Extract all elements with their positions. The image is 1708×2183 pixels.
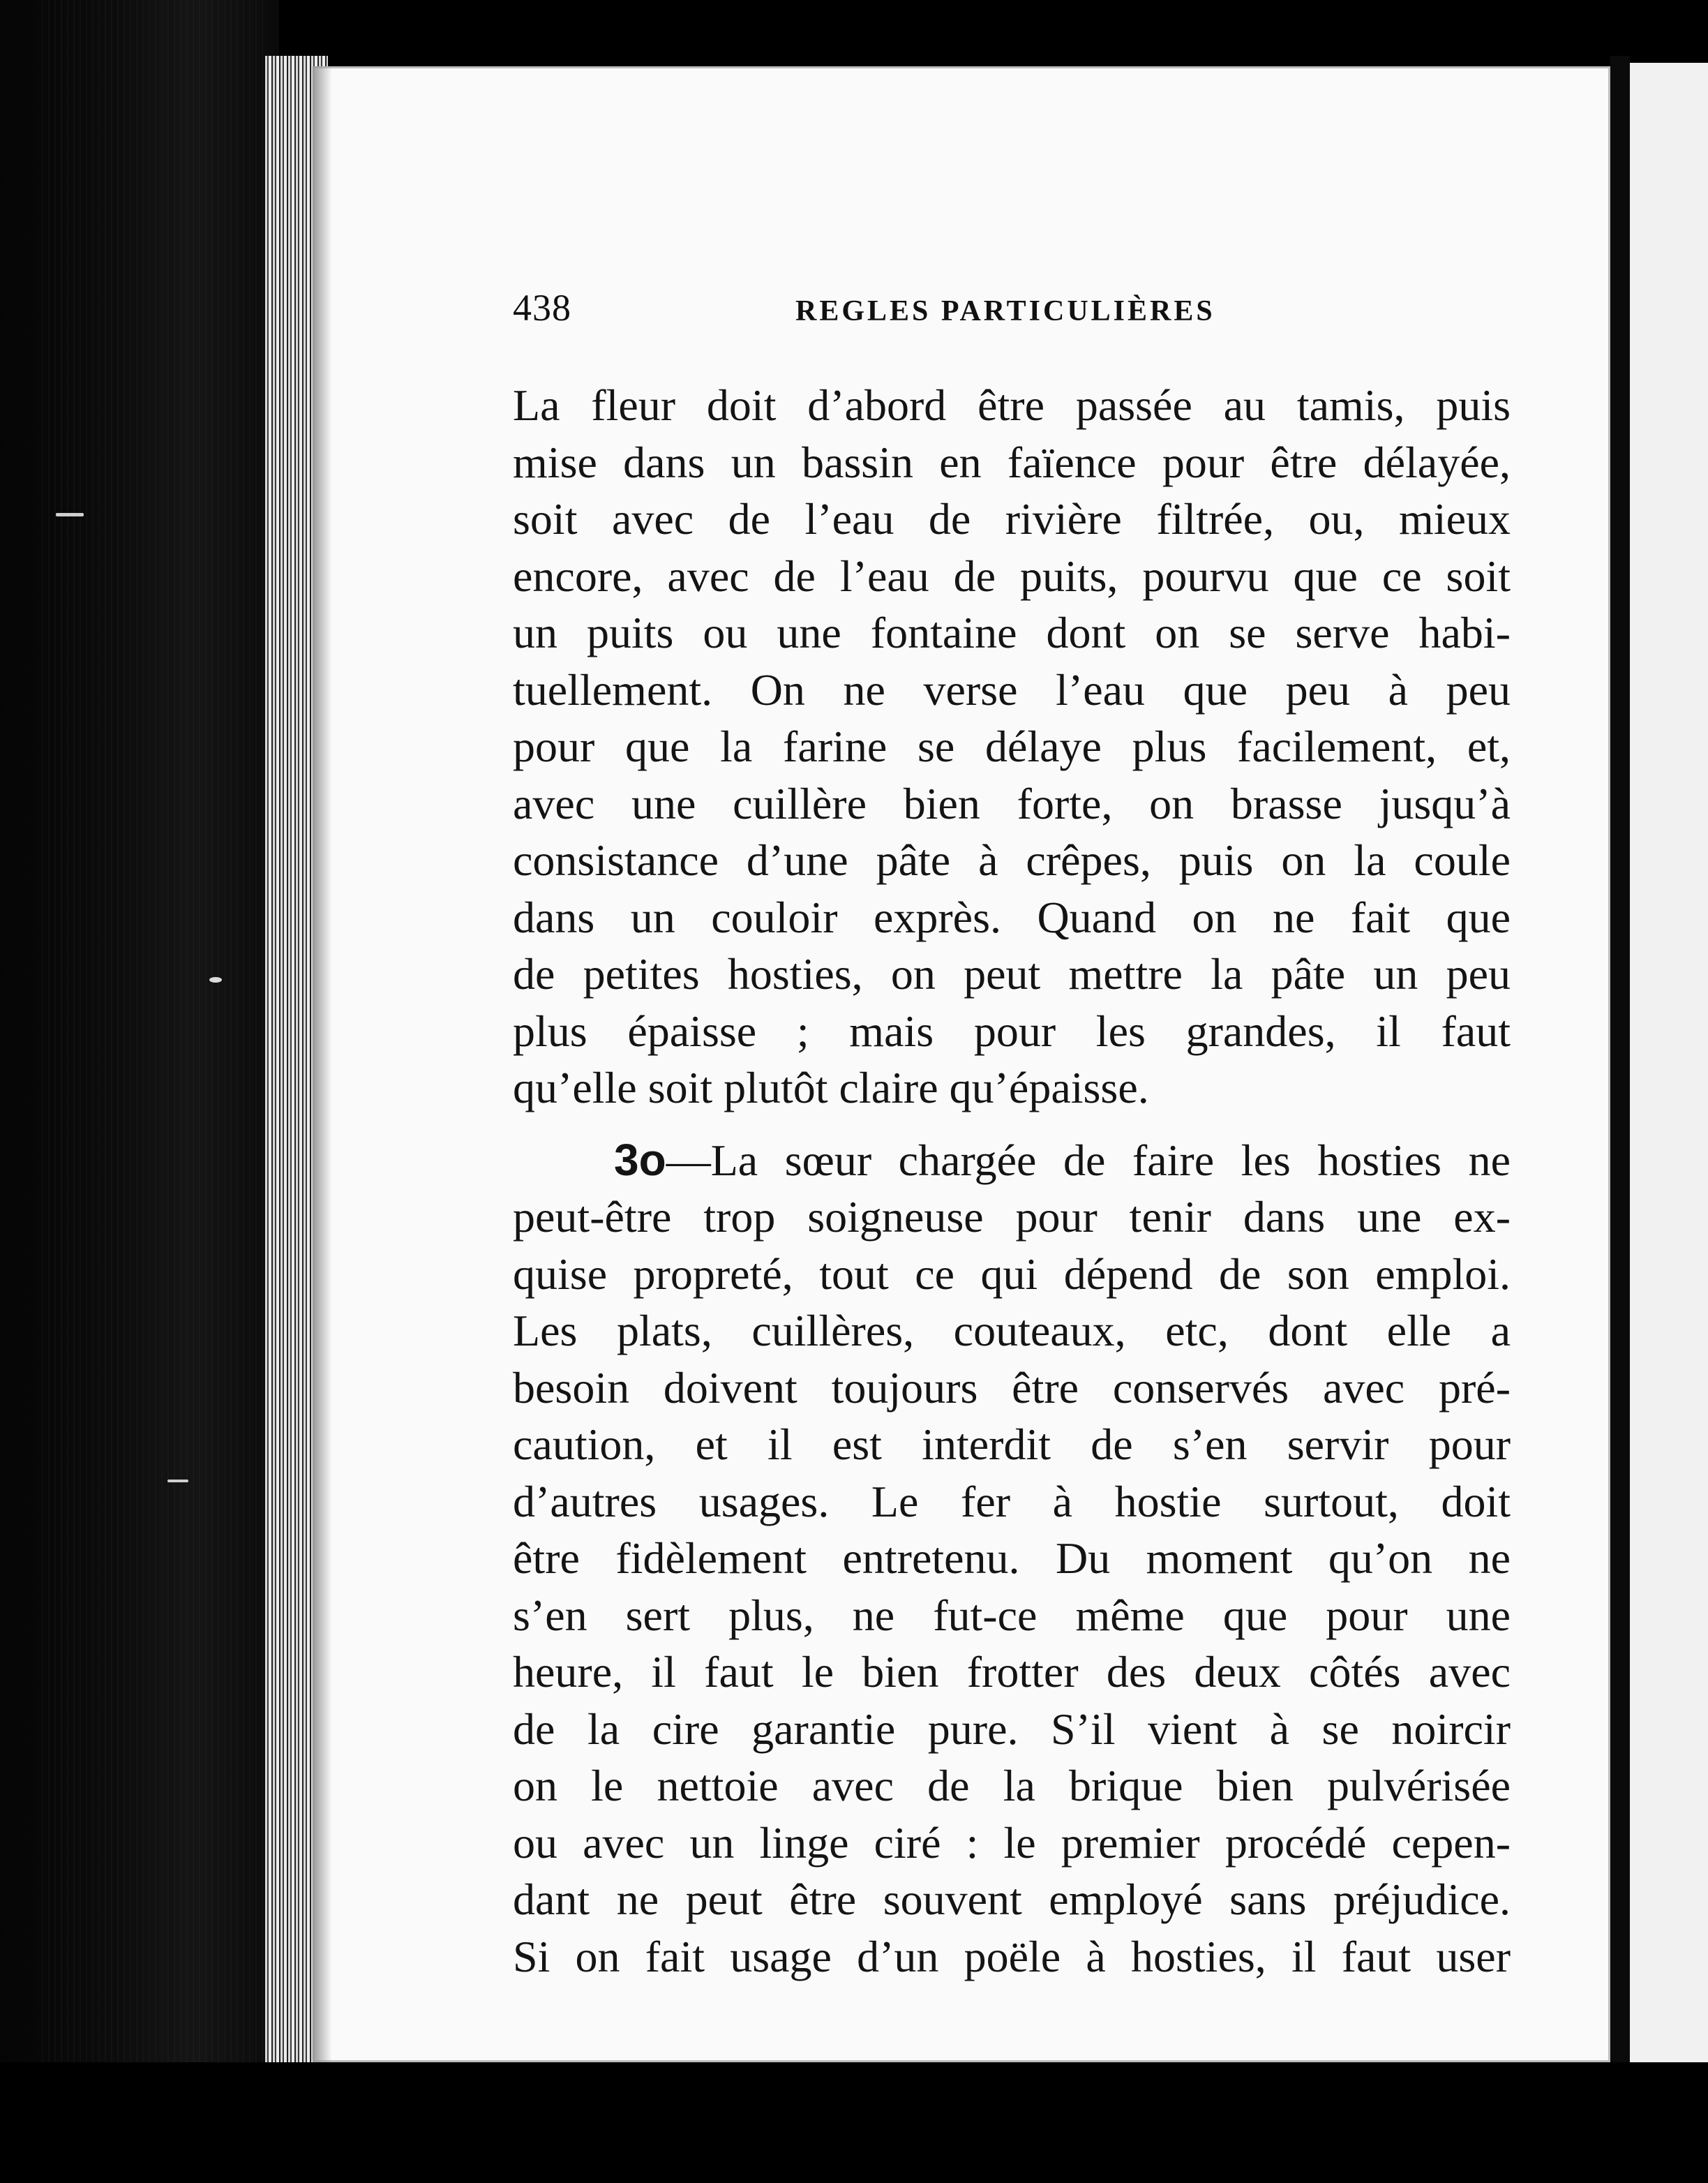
text-line: caution, et il est interdit de s’en servir pour [513,1420,1511,1469]
text-line: qu’elle soit plutôt claire qu’épaisse. [513,1063,1149,1112]
scan-speck [209,977,222,983]
scan-bottom-border [0,2062,1708,2183]
paragraph-1 [513,377,1511,1117]
text-line: encore, avec de l’eau de puits, pourvu que ce soit [513,551,1511,601]
text-line [513,1132,1511,1189]
page-number: 438 [513,287,571,329]
book-gutter [1610,56,1630,2066]
page-fold-shadow [313,66,332,2062]
text-line: Les plats, cuillères, couteaux, etc, dont elle a [513,1306,1511,1355]
text-line: consistance d’une pâte à crêpes, puis on la coule [513,835,1511,885]
text-line: un puits ou une fontaine dont on se serve habi- [513,608,1511,657]
paragraph-gap [513,1117,1511,1132]
running-title: REGLES PARTICULIÈRES [795,295,1215,327]
text-line: ou avec un linge ciré : le premier procédé cepen- [513,1817,1511,1868]
body-text [513,377,1511,1985]
text-line: d’autres usages. Le fer à hostie surtout, doit [513,1476,1511,1526]
text-line: besoin doivent toujours être conservés avec pré- [513,1362,1511,1413]
text-line: de petites hosties, on peut mettre la pâte un peu [513,949,1511,999]
scan-speck [56,513,84,516]
text-line: dans un couloir exprès. Quand on ne fait que [513,892,1511,942]
paragraph-number: 3o [614,1134,666,1185]
text-line: mise dans un bassin en faïence pour être délayée, [513,437,1511,487]
facing-page-edge [1630,63,1708,2066]
text-line: on le nettoie avec de la brique bien pulvérisée [513,1761,1511,1810]
page-header [513,286,1511,335]
scan-speck [167,1480,188,1482]
text-line: quise propreté, tout ce qui dépend de son emploi. [513,1249,1511,1299]
text-line: être fidèlement entretenu. Du moment qu’on ne [513,1533,1511,1583]
text-line: soit avec de l’eau de rivière filtrée, ou, mieux [513,494,1511,544]
text-line-rest: —La sœur chargée de faire les hosties ne [666,1135,1511,1185]
text-line: s’en sert plus, ne fut-ce même que pour une [513,1590,1511,1640]
text-line: dant ne peut être souvent employé sans préjudice. [513,1875,1511,1924]
text-line: heure, il faut le bien frotter des deux côtés avec [513,1647,1511,1697]
text-line: Si on fait usage d’un poële à hosties, il faut user [513,1931,1511,1981]
text-line: peut-être trop soigneuse pour tenir dans une ex- [513,1192,1511,1242]
text-line: de la cire garantie pure. S’il vient à se noircir [513,1704,1511,1754]
text-line: pour que la farine se délaye plus facilement, et, [513,722,1511,771]
text-line: plus épaisse ; mais pour les grandes, il faut [513,1006,1511,1056]
text-line: La fleur doit d’abord être passée au tamis, puis [513,380,1511,430]
spine-texture [42,0,265,2183]
text-line: tuellement. On ne verse l’eau que peu à peu [513,664,1511,715]
text-line: avec une cuillère bien forte, on brasse jusqu’à [513,778,1511,828]
paragraph-2 [513,1132,1511,1985]
